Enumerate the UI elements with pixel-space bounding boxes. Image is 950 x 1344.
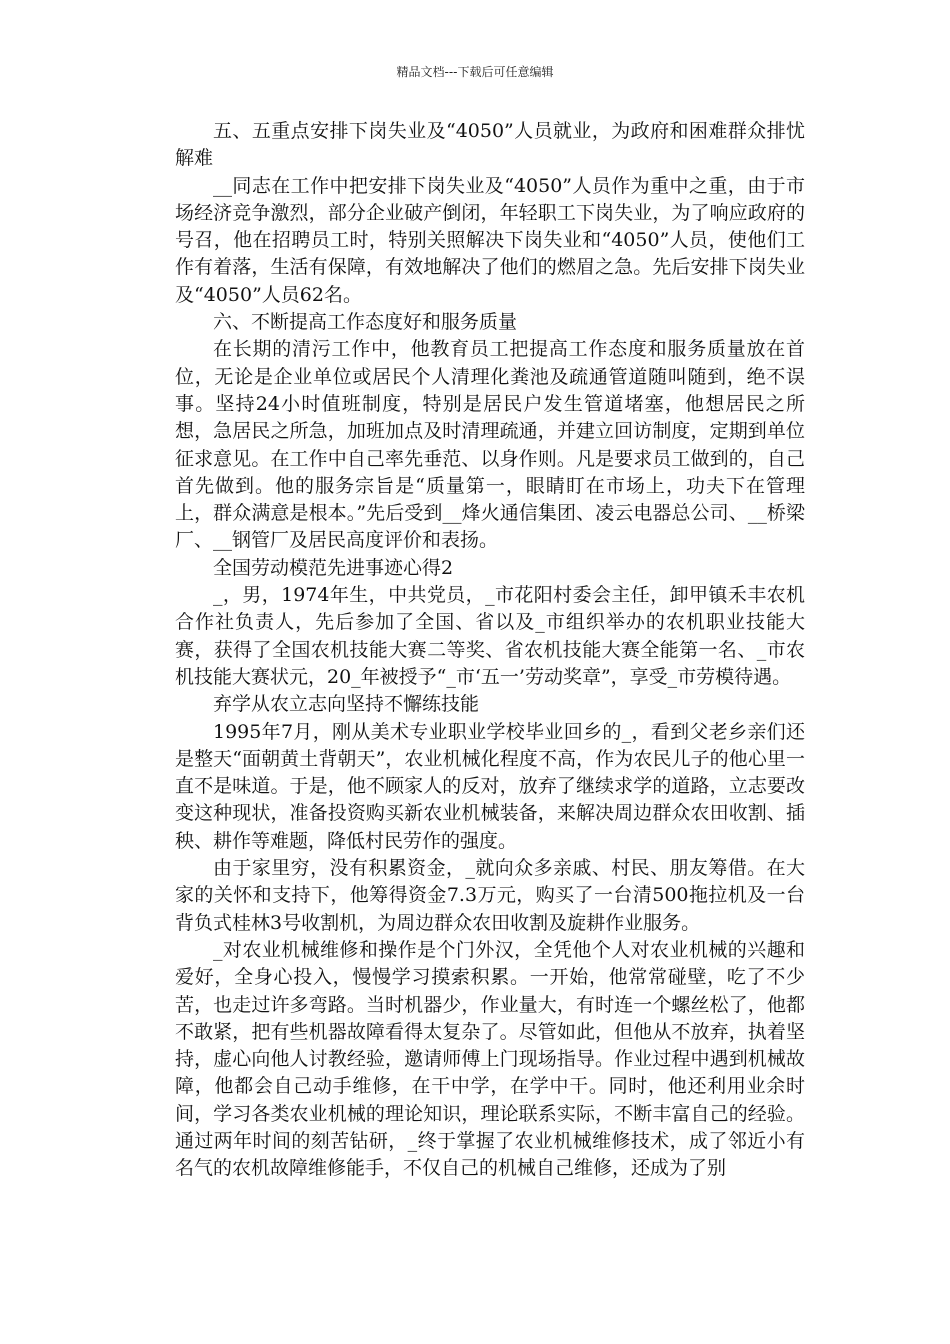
body-paragraph: __同志在工作中把安排下岗失业及“4050”人员作为重中之重，由于市场经济竞争激烈，部分企业破产倒闭，年轻职工下岗失业，为了响应政府的号召，他在招聘员工时，特别关照解决下岗失业和“4050”人员，使他们工作有着落，生活有保障，有效地解决了他们的燃眉之急。先后安排下岗失业及“4050”人员62名。 xyxy=(175,174,805,306)
section-heading-6: 六、不断提高工作态度好和服务质量 xyxy=(213,311,518,334)
section-heading-5: 五、五重点安排下岗失业及“4050”人员就业，为政府和困难群众排忧解难 xyxy=(175,120,805,170)
body-paragraph: 在长期的清污工作中，他教育员工把提高工作态度和服务质量放在首位，无论是企业单位或居民个人清理化粪池及疏通管道随叫随到，绝不误事。坚持24小时值班制度，特别是居民户发生管道堵塞，他想居民之所想，急居民之所急，加班加点及时清理疏通，并建立回访制度，定期到单位征求意见。在工作中自己率先垂范、以身作则。凡是要求员工做到的，自己首先做到。他的服务宗旨是“质量第一，眼睛盯在市场上，功夫下在管理上，群众满意是根本。”先后受到__烽火通信集团、凌云电器总公司、__桥梁厂、__钢管厂及居民高度评价和表扬。 xyxy=(175,338,805,552)
body-paragraph: _对农业机械维修和操作是个门外汉，全凭他个人对农业机械的兴趣和爱好，全身心投入，慢慢学习摸索积累。一开始，他常常碰壁，吃了不少苦，也走过许多弯路。当时机器少，作业量大，有时连一个螺丝松了，他都不敢紧，把有些机器故障看得太复杂了。尽管如此，但他从不放弃，执着坚持，虚心向他人讨教经验，邀请师傅上门现场指导。作业过程中遇到机械故障，他都会自己动手维修，在干中学，在学中干。同时，他还利用业余时间，学习各类农业机械的理论知识，理论联系实际，不断丰富自己的经验。通过两年时间的刻苦钻研，_终于掌握了农业机械维修技术，成了邻近小有名气的农机故障维修能手，不仅自己的机械自己维修，还成为了别 xyxy=(175,938,805,1180)
subsection-heading: 弃学从农立志向坚持不懈练技能 xyxy=(213,693,480,716)
body-paragraph: 由于家里穷，没有积累资金，_就向众多亲戚、村民、朋友筹借。在大家的关怀和支持下，他筹得资金7.3万元，购买了一台清500拖拉机及一台背负式桂林3号收割机，为周边群众农田收割及旋耕作业服务。 xyxy=(175,857,805,934)
page-header: 精品文档---下载后可任意编辑 xyxy=(396,65,554,79)
body-paragraph: 1995年7月，刚从美术专业职业学校毕业回乡的_，看到父老乡亲们还是整天“面朝黄土背朝天”，农业机械化程度不高，作为农民儿子的他心里一直不是味道。于是，他不顾家人的反对，放弃了继续求学的道路，立志要改变这种现状，准备投资购买新农业机械装备，来解决周边群众农田收割、插秧、耕作等难题，降低村民劳作的强度。 xyxy=(175,720,805,852)
body-paragraph: _，男，1974年生，中共党员，_市花阳村委会主任，卸甲镇禾丰农机合作社负责人，先后参加了全国、省以及_市组织举办的农机职业技能大赛，获得了全国农机技能大赛二等奖、省农机技能大赛全能第一名、_市农机技能大赛状元，20_年被授予“_市‘五一’劳动奖章”，享受_市劳模待遇。 xyxy=(175,584,805,688)
article-title: 全国劳动模范先进事迹心得2 xyxy=(213,556,454,579)
document-body xyxy=(175,118,805,1183)
